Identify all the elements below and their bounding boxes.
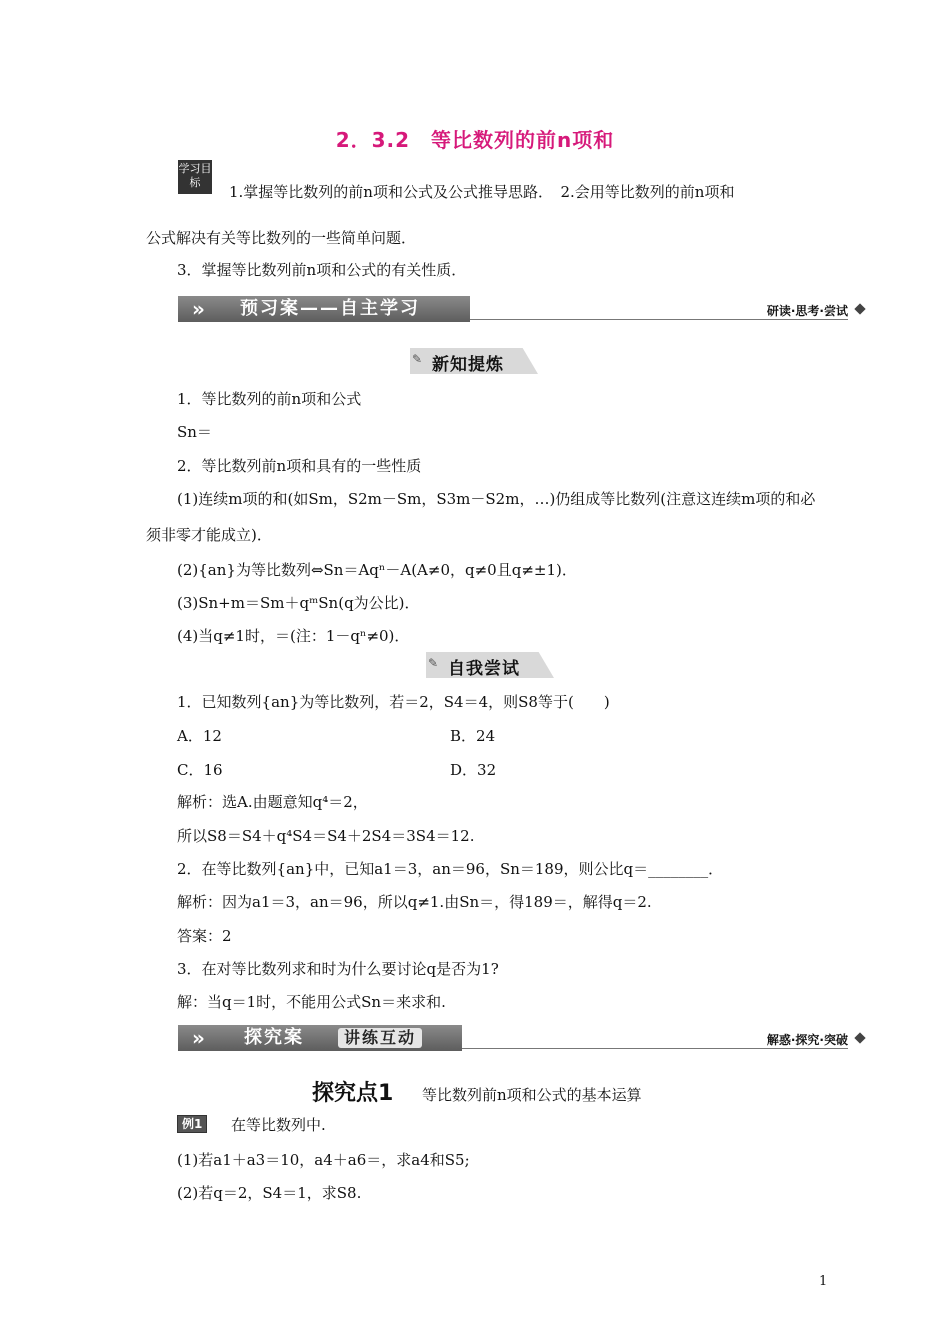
pencil-icon: ✎ [428, 656, 439, 670]
knowledge-item: (3)Sn+m＝Sm＋qᵐSn(q为公比)． [177, 594, 420, 612]
page-number: 1 [819, 1274, 828, 1289]
section-banner-explore [178, 1025, 866, 1051]
knowledge-item: 1．等比数列的前n项和公式 [177, 390, 362, 408]
explore-point-title: 等比数列前n项和公式的基本运算 [422, 1086, 642, 1104]
solution-1b: 所以S8＝S4＋q⁴S4＝S4＋2S4＝3S4＝12. [177, 827, 475, 845]
section-banner-preview [178, 296, 866, 322]
pencil-icon: ✎ [412, 352, 423, 366]
solution-3: 解：当q＝1时，不能用公式Sn＝来求和. [177, 993, 446, 1011]
example-text: 在等比数列中. [231, 1116, 326, 1134]
knowledge-item: (1)连续m项的和(如Sm，S2m－Sm，S3m－S2m，…)仍组成等比数列(注意这连续m项的和必 [177, 490, 816, 508]
option-d: D．32 [450, 761, 497, 779]
banner-label-secondary: 讲练互动 [338, 1028, 422, 1048]
banner-label: 预习案——自主学习 [240, 298, 420, 319]
option-a: A．12 [177, 727, 222, 745]
knowledge-item: (2){an}为等比数列⇔Sn＝Aqⁿ－A(A≠0，q≠0且q≠±1)． [177, 561, 577, 579]
answer-2: 答案：2 [177, 927, 232, 945]
option-b: B．24 [450, 727, 496, 745]
knowledge-item: 2．等比数列前n项和具有的一些性质 [177, 457, 422, 475]
chevron-icon: » [192, 1026, 205, 1050]
knowledge-item: 须非零才能成立)． [146, 526, 272, 544]
example-badge: 例1 [177, 1115, 207, 1133]
question-3: 3．在对等比数列求和时为什么要讨论q是否为1? [177, 960, 499, 978]
banner-right-label: 解惑·探究·突破 [766, 1033, 848, 1047]
chevron-icon: » [192, 297, 205, 321]
option-c: C．16 [177, 761, 223, 779]
goal-line-3: 3．掌握等比数列前n项和公式的有关性质． [177, 261, 467, 279]
diamond-icon [854, 1032, 865, 1043]
example-part-2: (2)若q＝2，S4＝1，求S8. [177, 1184, 362, 1202]
banner-right-label: 研读·思考·尝试 [766, 304, 848, 318]
banner-label: 探究案 [244, 1027, 304, 1048]
solution-1a: 解析：选A.由题意知q⁴＝2， [177, 793, 368, 811]
diamond-icon [854, 303, 865, 314]
page-title: 2．3.2 等比数列的前n项和 [335, 128, 615, 152]
knowledge-item: (4)当q≠1时，＝(注：1－qⁿ≠0)． [177, 627, 410, 645]
learning-goal-badge: 学习目标 [178, 160, 212, 194]
question-2: 2．在等比数列{an}中，已知a1＝3，an＝96，Sn＝189，则公比q＝________． [177, 860, 724, 878]
explore-point-heading: 探究点1 [312, 1081, 394, 1106]
example-part-1: (1)若a1＋a3＝10，a4＋a6＝，求a4和S5; [177, 1151, 470, 1169]
solution-2: 解析：因为a1＝3，an＝96，所以q≠1.由Sn＝，得189＝，解得q＝2. [177, 893, 652, 911]
knowledge-item: Sn＝ [177, 423, 212, 441]
goal-line-2: 公式解决有关等比数列的一些简单问题． [146, 229, 417, 247]
goal-line-1: 1.掌握等比数列的前n项和公式及公式推导思路． 2.会用等比数列的前n项和 [229, 183, 735, 201]
question-1: 1．已知数列{an}为等比数列，若＝2，S4＝4，则S8等于( ) [177, 693, 610, 711]
